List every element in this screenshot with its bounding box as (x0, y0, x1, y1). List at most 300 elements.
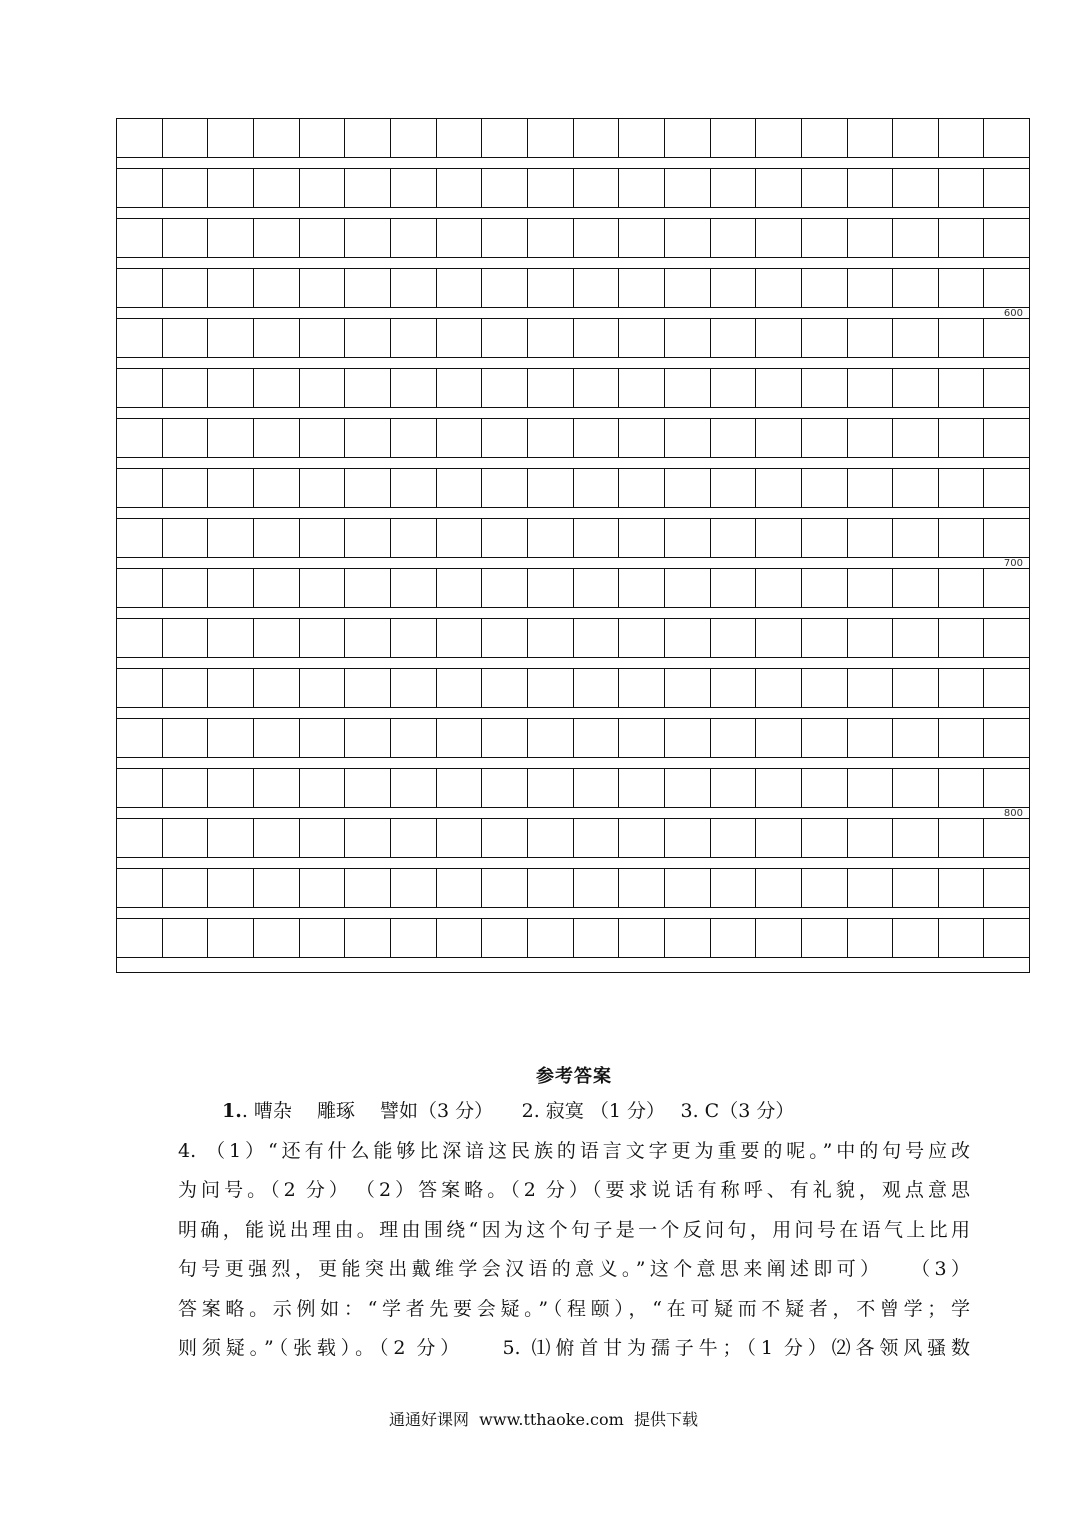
grid-cell (117, 569, 163, 607)
grid-cell (711, 819, 757, 857)
grid-row-gap (117, 258, 1029, 269)
grid-cell (345, 869, 391, 907)
grid-cell (208, 319, 254, 357)
grid-cell (665, 119, 711, 157)
grid-cell (254, 369, 300, 407)
grid-row (117, 769, 1029, 819)
grid-cell (391, 269, 437, 307)
grid-cell (848, 419, 894, 457)
grid-cell (893, 519, 939, 557)
grid-cell (117, 619, 163, 657)
grid-cell (163, 219, 209, 257)
grid-row-gap (117, 458, 1029, 469)
grid-cell (391, 119, 437, 157)
grid-cell (208, 519, 254, 557)
grid-cell (802, 119, 848, 157)
grid-cell (619, 119, 665, 157)
grid-cell (528, 319, 574, 357)
grid-cell (117, 369, 163, 407)
grid-cell (939, 569, 985, 607)
grid-cell (893, 169, 939, 207)
grid-cell (848, 319, 894, 357)
grid-cell (984, 169, 1029, 207)
grid-cell (482, 219, 528, 257)
grid-cell (574, 369, 620, 407)
grid-cell (163, 819, 209, 857)
grid-row-gap (117, 308, 1029, 319)
grid-cell (802, 519, 848, 557)
grid-cell (482, 569, 528, 607)
grid-cell (117, 519, 163, 557)
grid-cell (208, 669, 254, 707)
grid-cell (665, 819, 711, 857)
grid-cell (482, 769, 528, 807)
answer-line: 答案略。示例如：“学者先要会疑。”（程颐），“在可疑而不疑者，不曾学；学 (178, 1297, 970, 1320)
grid-cell (711, 719, 757, 757)
grid-cell (619, 369, 665, 407)
grid-cell (939, 669, 985, 707)
grid-cell (848, 869, 894, 907)
grid-cell (254, 219, 300, 257)
grid-cell (802, 419, 848, 457)
grid-cell (574, 269, 620, 307)
grid-cell (391, 369, 437, 407)
grid-cell (300, 269, 346, 307)
grid-cell (665, 669, 711, 707)
grid-cell (711, 169, 757, 207)
grid-cell (848, 719, 894, 757)
grid-cell (528, 619, 574, 657)
grid-cell (893, 619, 939, 657)
grid-cell (254, 619, 300, 657)
grid-row (117, 719, 1029, 769)
grid-row-gap (117, 558, 1029, 569)
grid-cell (984, 519, 1029, 557)
grid-cell (163, 619, 209, 657)
grid-cell (893, 719, 939, 757)
grid-cell (528, 469, 574, 507)
answer-section (178, 1062, 970, 1369)
grid-cell (437, 769, 483, 807)
grid-cell (345, 169, 391, 207)
grid-row (117, 569, 1029, 619)
grid-cell (574, 419, 620, 457)
grid-cell (665, 569, 711, 607)
grid-cell (300, 119, 346, 157)
grid-cell (391, 569, 437, 607)
grid-cell (437, 469, 483, 507)
grid-row-gap (117, 808, 1029, 819)
grid-row (117, 369, 1029, 419)
grid-cell (711, 319, 757, 357)
grid-cell (437, 169, 483, 207)
grid-cell (984, 419, 1029, 457)
grid-cell (482, 369, 528, 407)
grid-row (117, 919, 1029, 969)
grid-cell (756, 319, 802, 357)
grid-cell (345, 319, 391, 357)
grid-cell (574, 219, 620, 257)
grid-cell (574, 869, 620, 907)
grid-cell (482, 819, 528, 857)
grid-cell (574, 769, 620, 807)
grid-row-gap (117, 358, 1029, 369)
grid-cell (619, 719, 665, 757)
grid-cell (802, 219, 848, 257)
grid-cell (208, 819, 254, 857)
grid-cell (665, 619, 711, 657)
grid-cell (619, 819, 665, 857)
grid-row-gap (117, 858, 1029, 869)
grid-cell (665, 219, 711, 257)
grid-cell (391, 519, 437, 557)
grid-cell (574, 569, 620, 607)
grid-cell (984, 769, 1029, 807)
grid-cell (665, 419, 711, 457)
grid-cell (391, 419, 437, 457)
grid-cell (163, 519, 209, 557)
grid-cell (939, 919, 985, 957)
grid-cell (619, 319, 665, 357)
grid-cell (939, 169, 985, 207)
grid-cell (345, 569, 391, 607)
grid-cell (300, 569, 346, 607)
grid-cell (711, 619, 757, 657)
grid-cell (893, 219, 939, 257)
grid-cell (528, 719, 574, 757)
grid-cell (665, 469, 711, 507)
word-count-marker: 600 (1003, 308, 1023, 319)
grid-cell (756, 519, 802, 557)
grid-row-gap (117, 208, 1029, 219)
word-count-marker: 700 (1003, 558, 1023, 569)
answer-line-1 (178, 1092, 970, 1132)
grid-cell (893, 819, 939, 857)
grid-cell (437, 919, 483, 957)
grid-cell (528, 869, 574, 907)
grid-cell (163, 369, 209, 407)
grid-cell (893, 319, 939, 357)
grid-row-gap (117, 908, 1029, 919)
grid-cell (802, 619, 848, 657)
grid-cell (893, 369, 939, 407)
grid-cell (528, 819, 574, 857)
answer-line: 4. （1）“还有什么能够比深谙这民族的语言文字更为重要的呢。”中的句号应改 (178, 1139, 970, 1162)
grid-cell (848, 169, 894, 207)
grid-row (117, 269, 1029, 319)
grid-cell (437, 719, 483, 757)
grid-cell (117, 669, 163, 707)
grid-cell (802, 769, 848, 807)
grid-row-gap (117, 708, 1029, 719)
grid-cell (802, 669, 848, 707)
grid-cell (437, 219, 483, 257)
grid-cell (619, 419, 665, 457)
grid-cell (528, 119, 574, 157)
grid-cell (984, 269, 1029, 307)
grid-cell (117, 419, 163, 457)
grid-cell (345, 719, 391, 757)
grid-cell (848, 369, 894, 407)
grid-cell (391, 219, 437, 257)
grid-cell (482, 919, 528, 957)
grid-cell (163, 419, 209, 457)
word-count-marker: 800 (1003, 808, 1023, 819)
grid-row (117, 619, 1029, 669)
grid-cell (391, 869, 437, 907)
grid-cell (756, 119, 802, 157)
grid-cell (756, 619, 802, 657)
grid-cell (619, 269, 665, 307)
grid-cell (163, 669, 209, 707)
grid-cell (848, 919, 894, 957)
grid-cell (254, 419, 300, 457)
grid-cell (254, 819, 300, 857)
grid-cell (482, 119, 528, 157)
grid-cell (391, 669, 437, 707)
grid-cell (528, 919, 574, 957)
grid-cell (984, 119, 1029, 157)
grid-cell (939, 219, 985, 257)
grid-cell (208, 119, 254, 157)
grid-cell (345, 669, 391, 707)
grid-cell (984, 369, 1029, 407)
grid-cell (574, 919, 620, 957)
grid-cell (254, 869, 300, 907)
grid-cell (345, 519, 391, 557)
grid-cell (345, 219, 391, 257)
grid-cell (619, 669, 665, 707)
grid-cell (848, 569, 894, 607)
grid-cell (984, 469, 1029, 507)
grid-cell (984, 569, 1029, 607)
grid-cell (802, 169, 848, 207)
grid-cell (117, 269, 163, 307)
grid-cell (574, 169, 620, 207)
grid-cell (208, 869, 254, 907)
grid-cell (756, 269, 802, 307)
grid-cell (939, 519, 985, 557)
grid-cell (984, 869, 1029, 907)
grid-row (117, 869, 1029, 919)
grid-row-gap (117, 408, 1029, 419)
grid-row-gap (117, 758, 1029, 769)
grid-cell (345, 619, 391, 657)
grid-cell (254, 319, 300, 357)
grid-cell (437, 669, 483, 707)
grid-cell (711, 769, 757, 807)
grid-cell (482, 869, 528, 907)
grid-cell (345, 469, 391, 507)
grid-cell (665, 269, 711, 307)
grid-cell (117, 869, 163, 907)
grid-cell (528, 369, 574, 407)
grid-cell (482, 519, 528, 557)
grid-cell (163, 319, 209, 357)
grid-cell (711, 119, 757, 157)
grid-cell (711, 919, 757, 957)
grid-cell (163, 919, 209, 957)
grid-cell (665, 869, 711, 907)
grid-cell (893, 569, 939, 607)
grid-cell (254, 719, 300, 757)
grid-cell (802, 819, 848, 857)
grid-cell (984, 919, 1029, 957)
grid-row (117, 169, 1029, 219)
grid-cell (482, 469, 528, 507)
grid-cell (756, 219, 802, 257)
grid-cell (848, 619, 894, 657)
grid-cell (208, 469, 254, 507)
grid-row (117, 119, 1029, 169)
grid-cell (300, 919, 346, 957)
grid-cell (756, 569, 802, 607)
grid-cell (163, 469, 209, 507)
grid-cell (619, 869, 665, 907)
grid-cell (939, 619, 985, 657)
grid-cell (574, 619, 620, 657)
grid-cell (984, 619, 1029, 657)
grid-cell (893, 769, 939, 807)
grid-cell (528, 769, 574, 807)
grid-cell (300, 819, 346, 857)
grid-cell (984, 219, 1029, 257)
grid-cell (437, 519, 483, 557)
grid-cell (208, 569, 254, 607)
grid-cell (711, 669, 757, 707)
grid-cell (711, 469, 757, 507)
grid-row (117, 519, 1029, 569)
grid-cell (665, 919, 711, 957)
grid-cell (117, 219, 163, 257)
grid-cell (665, 769, 711, 807)
grid-cell (163, 769, 209, 807)
grid-cell (254, 169, 300, 207)
grid-cell (163, 569, 209, 607)
grid-cell (117, 469, 163, 507)
grid-cell (482, 619, 528, 657)
grid-cell (437, 619, 483, 657)
grid-cell (939, 419, 985, 457)
grid-cell (300, 769, 346, 807)
grid-cell (619, 619, 665, 657)
grid-cell (619, 469, 665, 507)
grid-cell (300, 419, 346, 457)
grid-cell (528, 569, 574, 607)
grid-cell (711, 869, 757, 907)
grid-cell (574, 719, 620, 757)
grid-cell (711, 419, 757, 457)
grid-cell (117, 919, 163, 957)
grid-cell (848, 119, 894, 157)
grid-cell (300, 619, 346, 657)
grid-cell (756, 769, 802, 807)
grid-cell (300, 219, 346, 257)
grid-cell (300, 319, 346, 357)
grid-cell (893, 119, 939, 157)
answer-number-1: 1. (222, 1100, 242, 1122)
grid-row-gap (117, 158, 1029, 169)
grid-cell (984, 719, 1029, 757)
grid-cell (482, 319, 528, 357)
grid-cell (893, 469, 939, 507)
grid-cell (756, 369, 802, 407)
grid-cell (939, 819, 985, 857)
grid-cell (300, 669, 346, 707)
grid-cell (300, 369, 346, 407)
grid-cell (254, 769, 300, 807)
grid-cell (665, 319, 711, 357)
grid-cell (437, 319, 483, 357)
grid-cell (391, 919, 437, 957)
grid-cell (391, 769, 437, 807)
grid-cell (345, 769, 391, 807)
grid-cell (939, 269, 985, 307)
grid-cell (437, 119, 483, 157)
writing-grid (116, 118, 1030, 973)
grid-cell (848, 469, 894, 507)
grid-cell (756, 919, 802, 957)
grid-cell (939, 369, 985, 407)
grid-cell (254, 519, 300, 557)
grid-cell (802, 569, 848, 607)
grid-cell (665, 369, 711, 407)
grid-cell (528, 169, 574, 207)
grid-cell (665, 719, 711, 757)
grid-cell (437, 569, 483, 607)
grid-cell (117, 819, 163, 857)
grid-cell (117, 719, 163, 757)
grid-cell (482, 719, 528, 757)
grid-cell (848, 819, 894, 857)
grid-row-gap (117, 958, 1029, 969)
grid-cell (254, 569, 300, 607)
grid-cell (391, 719, 437, 757)
grid-cell (711, 269, 757, 307)
grid-cell (939, 719, 985, 757)
grid-cell (254, 469, 300, 507)
grid-cell (300, 869, 346, 907)
grid-cell (802, 269, 848, 307)
grid-cell (619, 769, 665, 807)
grid-cell (528, 669, 574, 707)
grid-cell (391, 469, 437, 507)
grid-cell (893, 919, 939, 957)
grid-cell (117, 119, 163, 157)
grid-cell (756, 669, 802, 707)
grid-cell (163, 869, 209, 907)
grid-cell (528, 519, 574, 557)
grid-cell (619, 219, 665, 257)
grid-cell (574, 819, 620, 857)
grid-cell (893, 869, 939, 907)
grid-cell (619, 169, 665, 207)
grid-cell (893, 419, 939, 457)
grid-cell (208, 619, 254, 657)
grid-cell (711, 219, 757, 257)
grid-cell (619, 919, 665, 957)
grid-cell (163, 269, 209, 307)
grid-cell (391, 819, 437, 857)
grid-cell (574, 319, 620, 357)
grid-cell (345, 919, 391, 957)
grid-cell (254, 119, 300, 157)
answer-line: 句号更强烈，更能突出戴维学会汉语的意义。”这个意思来阐述即可） （3） (178, 1258, 970, 1280)
grid-cell (984, 319, 1029, 357)
grid-cell (345, 369, 391, 407)
grid-cell (939, 769, 985, 807)
grid-cell (254, 919, 300, 957)
